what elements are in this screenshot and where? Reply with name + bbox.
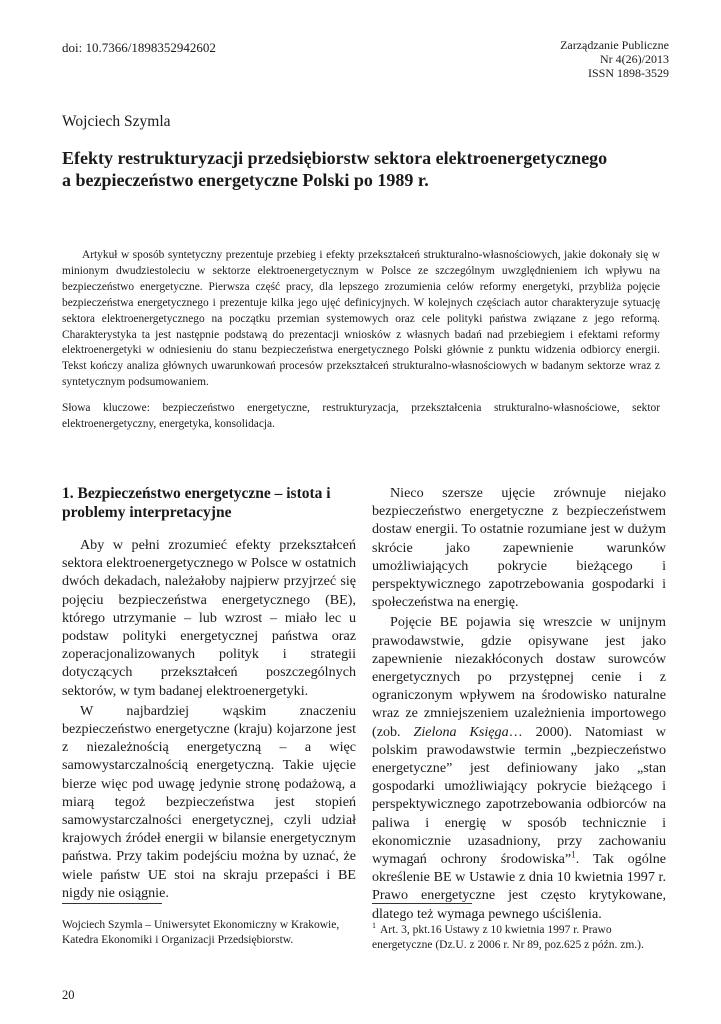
journal-issn: ISSN 1898-3529 (587, 66, 669, 80)
footnote-ref-1: 1 (571, 849, 576, 860)
citation-title: Zielona Księga (413, 723, 509, 740)
article-keywords: Słowa kluczowe: bezpieczeństwo energetyczne, restrukturyzacja, przekształcenia strukturalno-własnościowe, sektor elektroenergetyczny, energetyka, konsolidacja. (62, 402, 660, 430)
article-title-line2: a bezpieczeństwo energetyczne Polski po 1989 r. (62, 170, 429, 190)
journal-name: Zarządzanie Publiczne (560, 38, 669, 52)
right-paragraph-2-part-a: Pojęcie BE pojawia się wreszcie w unijnym prawodawstwie, gdzie opisywane jest jako zapewnienie niezakłóconych dostaw surowców energetycznych po przystępnej cenie i z ograniczonym wpływem na środowisko naturalne wraz ze zmniejszeniem uzależnienia importowego (zob. (372, 614, 666, 740)
article-title-line1: Efekty restrukturyzacji przedsiębiorstw sektora elektroenergetycznego (62, 148, 608, 168)
page-number: 20 (62, 988, 75, 1002)
left-column (62, 484, 356, 902)
right-paragraph-1: Nieco szersze ujęcie zrównuje niejako bezpieczeństwo energetyczne z bezpieczeństwem dostaw energii. To ostatnie rozumiane jest w dużym skrócie jako zapewnienie warunków umożliwiających pokrycie bieżącego i perspektywicznego zapotrzebowania gospodarki i społeczeństwa na energię. (372, 485, 666, 611)
left-paragraph-1: Aby w pełni zrozumieć efekty przekształceń sektora elektroenergetycznego w Polsce w ostatnich dwóch dekadach, należałoby najpierw przyjrzeć się pojęciu bezpieczeństwa energetycznego (BE), którego utrzymanie – lub wzrost – miało lec u podstaw polityki energetycznej państwa oraz zoperacjonalizowanych polityk i strategii dotyczących przekształceń poszczególnych sektorów, w tym badanej elektroenergetyki. (62, 537, 356, 699)
article-author: Wojciech Szymla (62, 113, 171, 130)
footnote-1-mark: 1 (372, 921, 376, 930)
journal-info (560, 38, 669, 80)
doi-text: doi: 10.7366/1898352942602 (62, 40, 216, 55)
footnote-1 (372, 918, 670, 953)
footnote-1-text: Art. 3, pkt.16 Ustawy z 10 kwietnia 1997 r. Prawo energetyczne (Dz.U. z 2006 r. Nr 89, poz.625 z późn. zm.). (372, 923, 644, 951)
section-heading: 1. Bezpieczeństwo energetyczne – istota i problemy interpretacyjne (62, 485, 331, 521)
article-abstract: Artykuł w sposób syntetyczny prezentuje przebieg i efekty przekształceń strukturalno-własnościowych, jakie dokonały się w minionym dwudziestoleciu w sektorze elektroenergetycznym w Polsce ze szczególnym uwzględnieniem ich wpływu na bezpieczeństwo energetyczne. Pierwsza część pracy, dla lepszego zrozumienia celów reformy energetyki, przybliża pojęcie bezpieczeństwa energetycznego i prezentuje kilka jego ujęć definicyjnych. W kolejnych częściach autor charakteryzuje sytuację sektora elektroenergetycznego na początku przemian systemowych oraz cele polityki państwa związane z jego reformą. Charakterystyka ta jest następnie podstawą do prezentacji wniosków z własnych badań nad przebiegiem i efektami reformy elektroenergetyki w odniesieniu do stanu bezpieczeństwa energetycznego Polski głównie z punktu widzenia odbiorcy energii. Tekst kończy analiza głównych uwarunkowań procesów przekształceń strukturalno-własnościowych w badanym sektorze wraz z syntetycznym podsumowaniem. (62, 249, 660, 389)
author-footnote: Wojciech Szymla – Uniwersytet Ekonomiczny w Krakowie, Katedra Ekonomiki i Organizacji Przedsiębiorstw. (62, 919, 340, 946)
footnote-rule-right (372, 903, 472, 904)
right-paragraph-2-part-b: … 2000). Natomiast w polskim prawodawstwie termin „bezpieczeństwo energetyczne” jest definiowany jako „stan gospodarki umożliwiający pokrycie bieżącego i perspektywicznego zapotrzebowania odbiorców na paliwa i energię w sposób technicznie i ekonomicznie uzasadniony, przy zachowaniu wymagań ochrony środowiska” (372, 723, 666, 868)
right-paragraph-2-part-c: . Tak ogólne określenie BE w Ustawie z dnia 10 kwietnia 1997 r. Prawo energetyczne jest często krytykowane, dlatego też wymaga pewnego uściślenia. (372, 851, 666, 922)
right-column (372, 484, 666, 923)
article-title (62, 147, 682, 191)
right-paragraph-2 (372, 613, 666, 922)
left-paragraph-2: W najbardziej wąskim znaczeniu bezpieczeństwo energetyczne (kraju) kojarzone jest z niezależnością energetyczną – a więc samowystarczalnością energetyczną. Takie ujęcie bierze więc pod uwagę jedynie stronę podażową, a miarą tegoż bezpieczeństwa jest stopień samowystarczalności energetycznej, czyli udział krajowych źródeł energii w bilansie energetycznym państwa. Przy takim podejściu można by uznać, że wiele państw UE stoi na skraju przepaści i BE nigdy nie osiągnie. (62, 702, 356, 901)
journal-issue: Nr 4(26)/2013 (600, 52, 669, 66)
footnote-rule-left (62, 903, 162, 904)
